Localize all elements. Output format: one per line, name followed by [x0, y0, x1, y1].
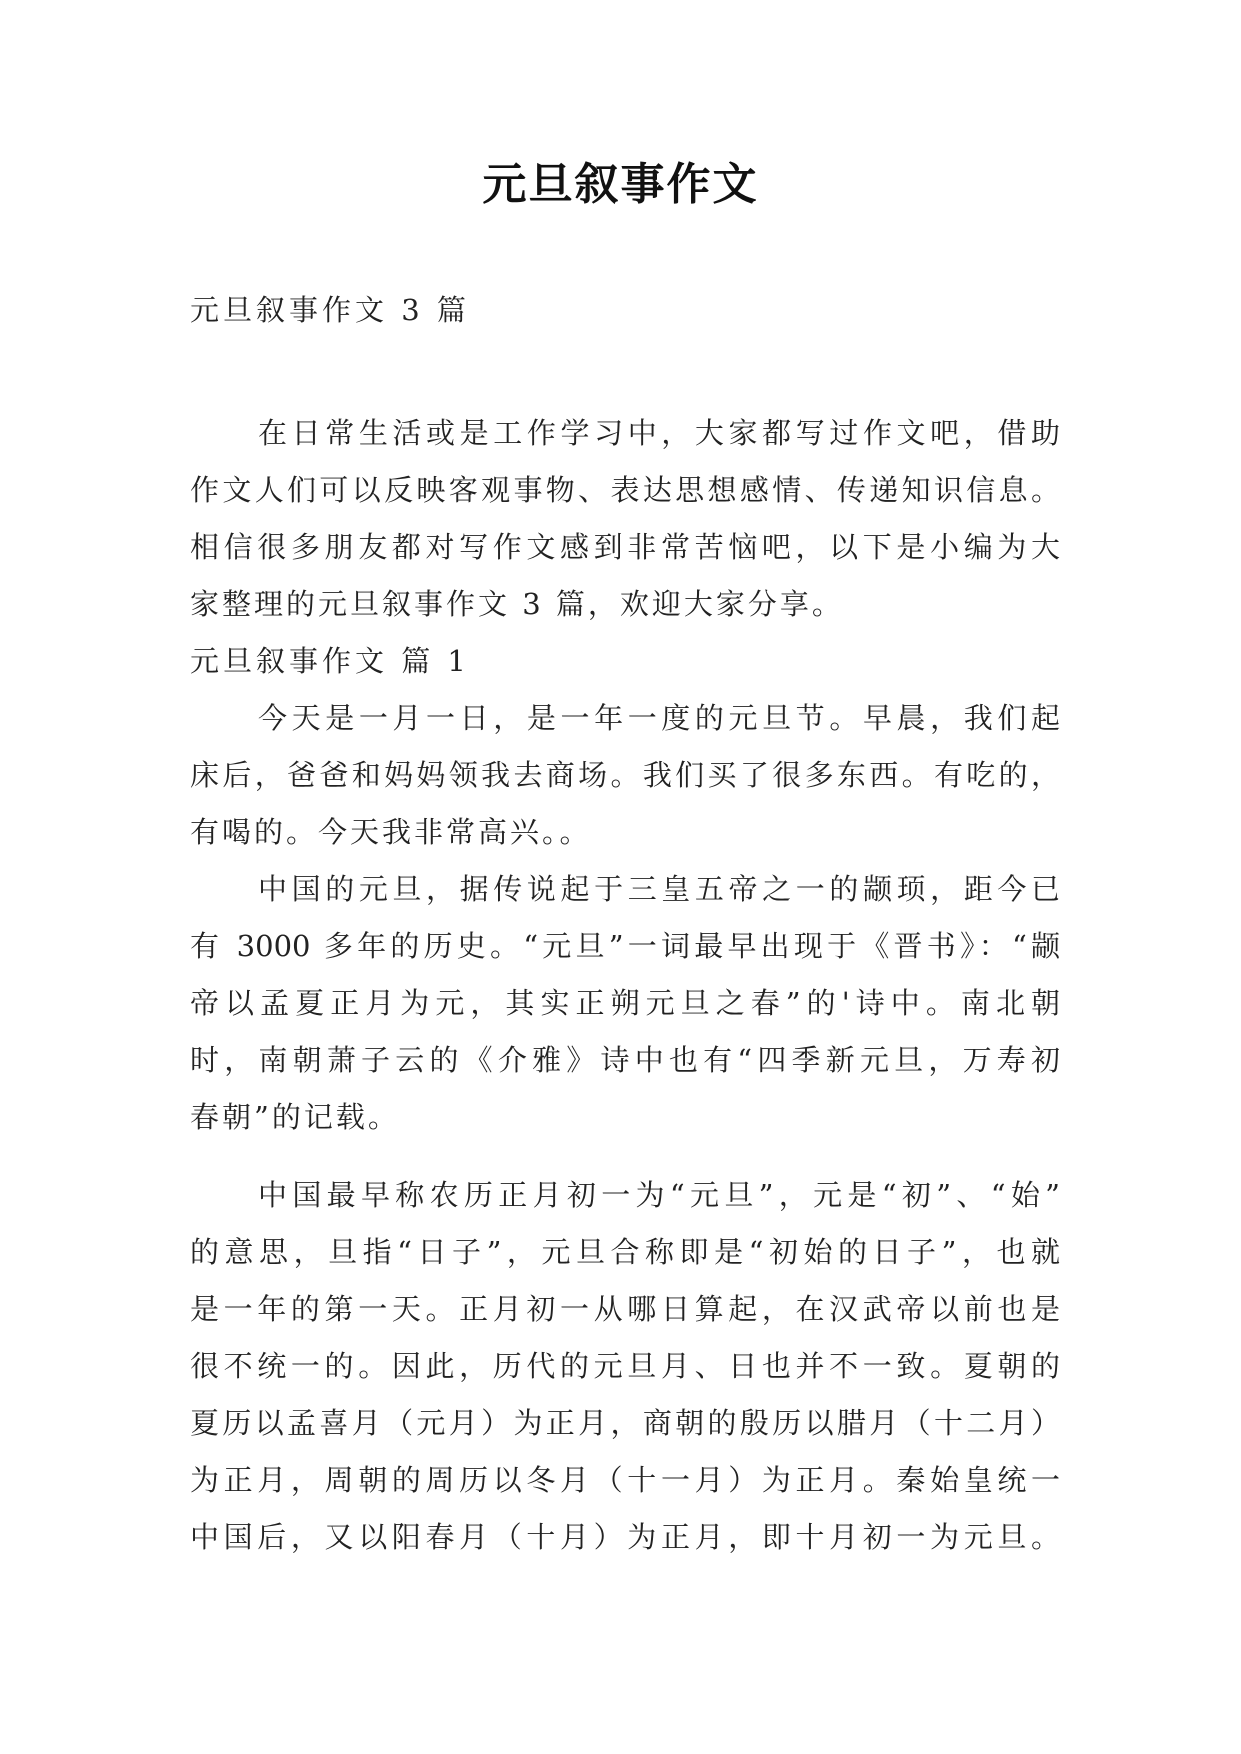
paragraph-1	[190, 690, 1060, 861]
section-heading: 元旦叙事作文 篇 1	[190, 644, 470, 678]
paragraph-3	[190, 1167, 1060, 1566]
document-body	[190, 405, 1060, 1566]
paragraph-line: 为正月，周朝的周历以冬月（十一月）为正月。秦始皇统一	[190, 1463, 1060, 1497]
paragraph-line: 有喝的。今天我非常高兴。。	[190, 815, 592, 849]
paragraph-spacer	[190, 1146, 1060, 1167]
intro-paragraph	[190, 405, 1060, 633]
document-title: 元旦叙事作文	[482, 159, 759, 210]
paragraph-line: 中国最早称农历正月初一为“元旦”，元是“初”、“始”	[258, 1178, 1060, 1212]
intro-line: 在日常生活或是工作学习中，大家都写过作文吧，借助	[258, 416, 1060, 450]
paragraph-2	[190, 861, 1060, 1146]
paragraph-line: 今天是一月一日，是一年一度的元旦节。早晨，我们起	[258, 701, 1060, 735]
intro-line: 作文人们可以反映客观事物、表达思想感情、传递知识信息。	[190, 473, 1060, 507]
paragraph-line: 帝以孟夏正月为元，其实正朔元旦之春”的'诗中。南北朝	[190, 986, 1060, 1020]
paragraph-line: 是一年的第一天。正月初一从哪日算起，在汉武帝以前也是	[190, 1292, 1060, 1326]
document-subtitle: 元旦叙事作文 3 篇	[190, 293, 470, 327]
paragraph-line: 中国后，又以阳春月（十月）为正月，即十月初一为元旦。	[190, 1520, 1060, 1554]
paragraph-line: 有 3000 多年的历史。“元旦”一词最早出现于《晋书》：“颛	[190, 929, 1060, 963]
paragraph-line: 中国的元旦，据传说起于三皇五帝之一的颛顼，距今已	[258, 872, 1060, 906]
paragraph-line: 夏历以孟喜月（元月）为正月，商朝的殷历以腊月（十二月）	[190, 1406, 1060, 1440]
paragraph-line: 的意思，旦指“日子”，元旦合称即是“初始的日子”，也就	[190, 1235, 1060, 1269]
intro-line: 家整理的元旦叙事作文 3 篇，欢迎大家分享。	[190, 587, 844, 621]
paragraph-line: 很不统一的。因此，历代的元旦月、日也并不一致。夏朝的	[190, 1349, 1060, 1383]
paragraph-line: 床后，爸爸和妈妈领我去商场。我们买了很多东西。有吃的，	[190, 758, 1060, 792]
paragraph-line: 时，南朝萧子云的《介雅》诗中也有“四季新元旦，万寿初	[190, 1043, 1060, 1077]
paragraph-line: 春朝”的记载。	[190, 1100, 400, 1134]
intro-line: 相信很多朋友都对写作文感到非常苦恼吧，以下是小编为大	[190, 530, 1060, 564]
